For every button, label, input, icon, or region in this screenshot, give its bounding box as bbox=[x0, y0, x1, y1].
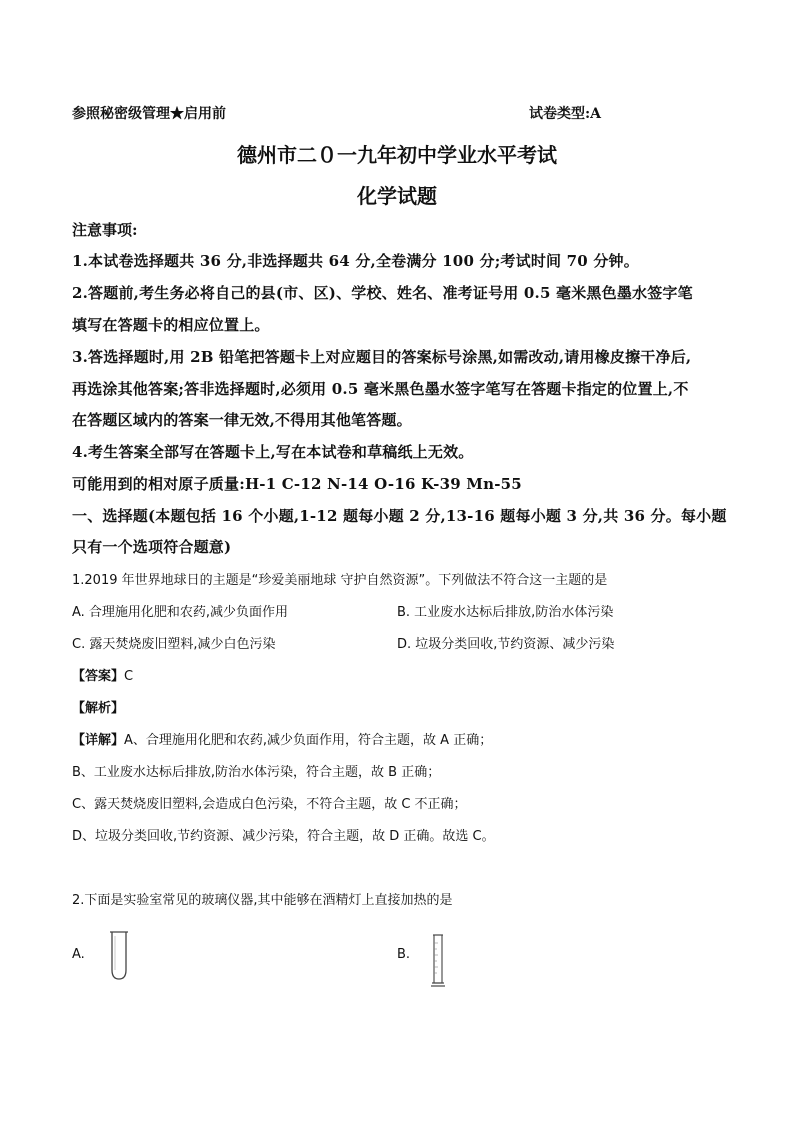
detail-label: 【详解】 bbox=[72, 733, 125, 748]
section-heading-line-2: 只有一个选项符合题意) bbox=[72, 538, 232, 556]
answer-label: 【答案】 bbox=[72, 669, 125, 684]
analysis-label: 【解析】 bbox=[72, 701, 125, 716]
detail-line-3: C、露天焚烧废旧塑料,会造成白色污染，不符合主题，故 C 不正确； bbox=[72, 797, 467, 812]
note-line-4: 4.考生答案全部写在答题卡上,写在本试卷和草稿纸上无效。 bbox=[72, 443, 474, 461]
question-1-answer bbox=[72, 665, 133, 684]
detail-line-4: D、垃圾分类回收,节约资源、减少污染，符合主题，故 D 正确。故选 C。 bbox=[72, 829, 495, 844]
question-2-option-b: B. bbox=[397, 947, 411, 962]
note-line-2b: 填写在答题卡的相应位置上。 bbox=[72, 316, 270, 334]
note-line-2a: 2.答题前,考生务必将自己的县(市、区)、学校、姓名、准考证号用 0.5 毫米黑色墨水签字笔 bbox=[72, 284, 693, 302]
note-line-1: 1.本试卷选择题共 36 分,非选择题共 64 分,全卷满分 100 分;考试时间 70 分钟。 bbox=[72, 252, 639, 270]
question-1-option-a: A. 合理施用化肥和农药,减少负面作用 bbox=[72, 605, 289, 620]
confidentiality-label: 参照秘密级管理★启用前 bbox=[72, 106, 226, 122]
section-heading-line-1: 一、选择题(本题包括 16 个小题,1-12 题每小题 2 分,13-16 题每小题 3 分,共 36 分。每小题 bbox=[72, 507, 727, 525]
exam-subtitle: 化学试题 bbox=[357, 184, 437, 208]
question-2-stem: 2.下面是实验室常见的玻璃仪器,其中能够在酒精灯上直接加热的是 bbox=[72, 893, 453, 908]
note-line-3b: 再选涂其他答案;答非选择题时,必须用 0.5 毫米黑色墨水签字笔写在答题卡指定的位置上,不 bbox=[72, 380, 689, 398]
question-1-stem: 1.2019 年世界地球日的主题是“珍爱美丽地球 守护自然资源”。下列做法不符合这一主题的是 bbox=[72, 573, 608, 588]
atomic-mass-line: 可能用到的相对原子质量:H-1 C-12 N-14 O-16 K-39 Mn-55 bbox=[72, 475, 522, 493]
question-2-option-a: A. bbox=[72, 947, 85, 962]
question-1-option-b: B. 工业废水达标后排放,防治水体污染 bbox=[397, 605, 614, 620]
question-1-option-c: C. 露天焚烧废旧塑料,减少白色污染 bbox=[72, 637, 276, 652]
notes-heading: 注意事项: bbox=[72, 221, 138, 239]
detail-text-1: A、合理施用化肥和农药,减少负面作用，符合主题，故 A 正确； bbox=[124, 733, 493, 748]
detail-line-1 bbox=[72, 729, 492, 748]
note-line-3c: 在答题区域内的答案一律无效,不得用其他笔答题。 bbox=[72, 411, 412, 429]
exam-title: 德州市二０一九年初中学业水平考试 bbox=[237, 143, 557, 167]
question-1-option-d: D. 垃圾分类回收,节约资源、减少污染 bbox=[397, 637, 615, 652]
detail-line-2: B、工业废水达标后排放,防治水体污染，符合主题，故 B 正确； bbox=[72, 765, 441, 780]
exam-type-label: 试卷类型:A bbox=[529, 106, 602, 122]
note-line-3a: 3.答选择题时,用 2B 铅笔把答题卡上对应题目的答案标号涂黑,如需改动,请用橡皮擦干净后, bbox=[72, 348, 692, 366]
test-tube-icon bbox=[108, 930, 130, 982]
graduated-cylinder-icon bbox=[430, 933, 446, 989]
answer-value: C bbox=[124, 669, 134, 684]
